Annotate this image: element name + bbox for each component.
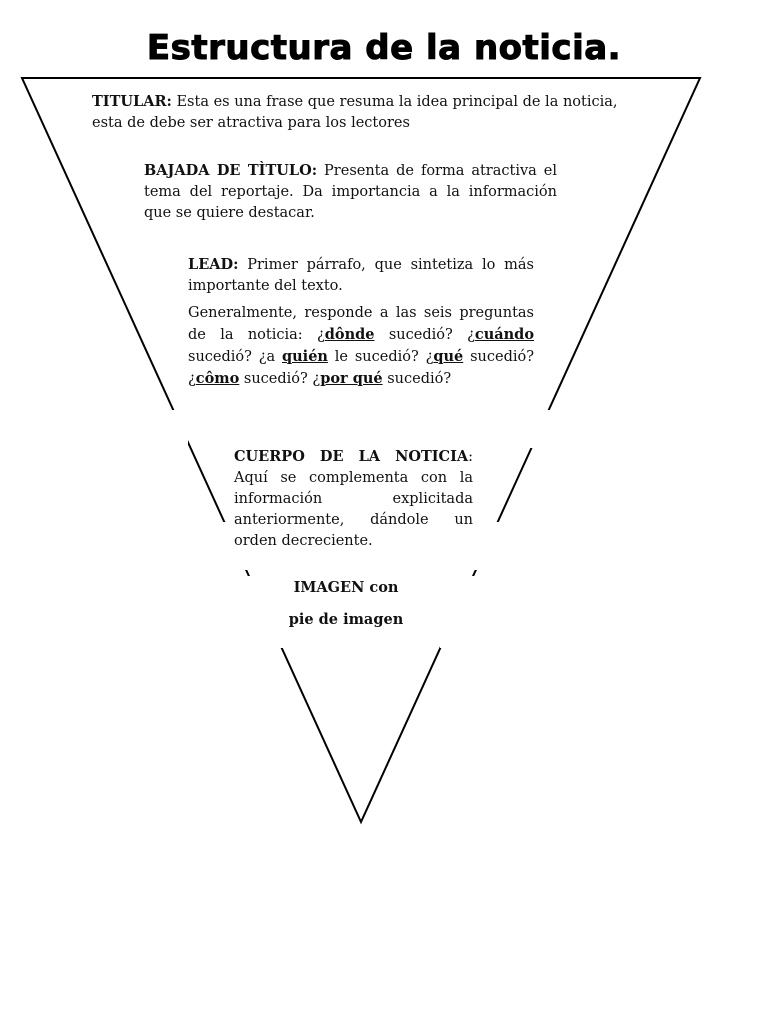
lead-text: Primer párrafo, que sintetiza lo más importante del texto. — [188, 257, 534, 294]
bajada-section — [144, 160, 557, 224]
imagen-line-1: IMAGEN con — [293, 579, 399, 596]
question-como: cômo — [195, 370, 240, 387]
imagen-line-2: pie de imagen — [288, 611, 404, 628]
question-por-que: por qué — [320, 370, 383, 387]
cuerpo-label: CUERPO DE LA NOTICIA — [234, 448, 469, 465]
bajada-label: BAJADA DE TÌTULO: — [144, 162, 318, 179]
lead-section — [188, 254, 534, 390]
gap-mask-right-3 — [440, 576, 482, 648]
question-donde: dônde — [324, 326, 375, 343]
cuerpo-text: Aquí se complementa con la información explicitada anteriormente, dándole un orden decreciente. — [234, 470, 473, 549]
bajada-text: Presenta de forma atractiva el tema del reportaje. Da importancia a la información que se quiere destacar. — [144, 163, 557, 221]
titular-label: TITULAR: — [92, 93, 172, 110]
cuerpo-section: CUERPO DE LA NOTICIA: Aquí se complementa con la información explicitada anteriormente, dándole un orden decreciente. — [234, 448, 473, 549]
gap-mask-right-1 — [528, 410, 562, 448]
page-title: Estructura de la noticia. — [146, 28, 622, 68]
question-que: qué — [433, 348, 464, 365]
question-quien: quién — [282, 348, 328, 365]
gap-mask-right-2 — [474, 522, 514, 570]
gap-mask-left-1 — [150, 410, 188, 448]
lead-label: LEAD: — [188, 256, 239, 273]
question-cuando: cuándo — [474, 326, 534, 343]
titular-section — [92, 91, 632, 134]
titular-text: Esta es una frase que resuma la idea principal de la noticia, esta de debe ser atractiva para los lectores — [92, 94, 618, 131]
lead-questions: Generalmente, responde a las seis preguntas de la noticia: ¿dônde sucedió? ¿cuándo sucedió? ¿a quién le sucedió? ¿qué sucedió? ¿cômo sucedió? ¿por qué sucedió? — [188, 305, 535, 387]
